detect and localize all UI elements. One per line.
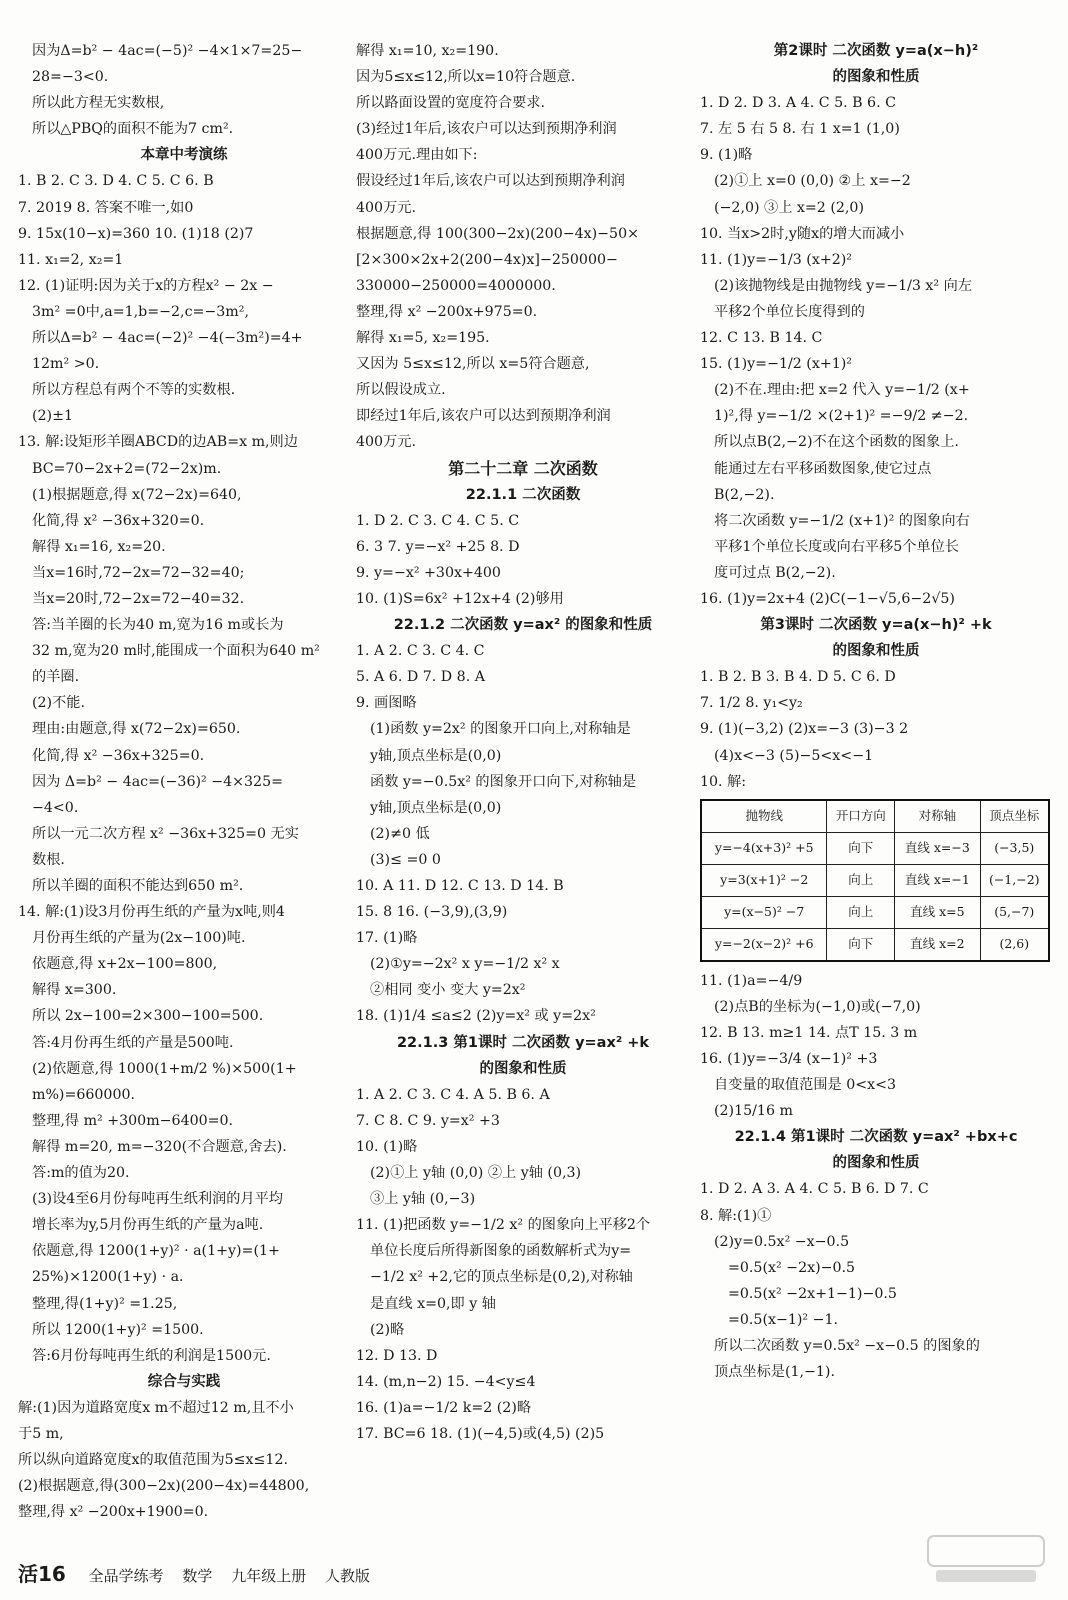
answer-line: 自变量的取值范围是 0<x<3 xyxy=(714,1077,897,1094)
answer-line: 所以一元二次方程 x² −36x+325=0 无实 xyxy=(32,825,299,842)
table-header-cell: 对称轴 xyxy=(895,800,980,833)
answer-line: 1. A 2. C 3. C 4. A 5. B 6. A xyxy=(356,1086,550,1103)
answer-line: 1. A 2. C 3. C 4. C xyxy=(356,643,485,660)
table-cell: 向下 xyxy=(827,832,895,864)
table-row xyxy=(701,864,1049,896)
page-footer xyxy=(18,1558,384,1588)
answer-line: 能通过左右平移函数图象,使它过点 xyxy=(714,460,932,477)
answer-column-2 xyxy=(356,38,690,1447)
answer-line: ③上 y轴 (0,−3) xyxy=(370,1191,476,1208)
table-cell: (5,−7) xyxy=(980,896,1049,928)
answer-line: 28=−3<0. xyxy=(32,69,109,86)
answer-line: m%)=660000. xyxy=(32,1086,136,1103)
answer-line: [2×300×2x+2(200−4x)x]−250000− xyxy=(356,251,618,268)
answer-line: 解得 m=20, m=−320(不合题意,舍去). xyxy=(32,1138,287,1155)
section-heading: 22.1.3 第1课时 二次函数 y=ax² +k xyxy=(396,1034,650,1051)
answer-line: (2)①y=−2x² x y=−1/2 x² x xyxy=(370,956,560,973)
answer-line: 数根. xyxy=(32,851,65,868)
answer-line: 因为 Δ=b² − 4ac=(−36)² −4×325= xyxy=(32,773,283,790)
answer-line: 400万元. xyxy=(356,199,416,216)
answer-line: 12. (1)证明:因为关于x的方程x² − 2x − xyxy=(18,277,274,294)
answer-line: 14. (m,n−2) 15. −4<y≤4 xyxy=(356,1373,536,1390)
section-heading: 的图象和性质 xyxy=(479,1060,567,1077)
answer-line: 13. 解:设矩形羊圈ABCD的边AB=x m,则边 xyxy=(18,434,298,451)
answer-line: 5. A 6. D 7. D 8. A xyxy=(356,669,485,686)
answer-line: 函数 y=−0.5x² 的图象开口向下,对称轴是 xyxy=(370,773,637,790)
answer-line: 又因为 5≤x≤12,所以 x=5符合题意, xyxy=(356,356,590,373)
table-cell: 直线 x=−1 xyxy=(895,864,980,896)
answer-line: 10. (1)略 xyxy=(356,1138,418,1155)
table-cell: y=−2(x−2)² +6 xyxy=(701,928,827,961)
answer-line: 7. C 8. C 9. y=x² +3 xyxy=(356,1112,500,1129)
section-heading: 的图象和性质 xyxy=(832,69,920,86)
table-header-cell: 顶点坐标 xyxy=(980,800,1049,833)
answer-line: 答:6月份每吨再生纸的利润是1500元. xyxy=(32,1347,271,1364)
answer-line: (2)依题意,得 1000(1+m/2 %)×500(1+ xyxy=(32,1060,297,1077)
watermark-logo-icon xyxy=(926,1532,1046,1588)
column-3-bottom xyxy=(700,968,1052,1386)
answer-line: 10. 解: xyxy=(700,773,747,790)
answer-line: 15. (1)y=−1/2 (x+1)² xyxy=(700,356,852,373)
answer-line: (2)不在.理由:把 x=2 代入 y=−1/2 (x+ xyxy=(714,382,970,399)
table-cell: 直线 x=−3 xyxy=(895,832,980,864)
book-title: 全品学练考 xyxy=(88,1567,164,1585)
answer-line: (3)≤ =0 0 xyxy=(370,851,441,868)
answer-line: 根据题意,得 100(300−2x)(200−4x)−50× xyxy=(356,225,639,242)
section-heading: 第二十二章 二次函数 xyxy=(448,458,598,478)
table-cell: 向上 xyxy=(827,896,895,928)
answer-line: 1)²,得 y=−1/2 ×(2+1)² =−9/2 ≠−2. xyxy=(714,408,969,425)
answer-line: 增长率为y,5月份再生纸的产量为a吨. xyxy=(32,1217,264,1234)
answer-line: (2)y=0.5x² −x−0.5 xyxy=(714,1233,850,1250)
section-heading: 22.1.4 第1课时 二次函数 y=ax² +bx+c xyxy=(734,1129,1018,1146)
page-number: 活16 xyxy=(18,1562,66,1586)
answer-line: 所以 2x−100=2×300−100=500. xyxy=(32,1008,264,1025)
table-cell: 直线 x=2 xyxy=(895,928,980,961)
answer-line: 所以方程总有两个不等的实数根. xyxy=(32,382,236,399)
answer-line: (4)x<−3 (5)−5<x<−1 xyxy=(714,747,874,764)
table-header-cell: 抛物线 xyxy=(701,800,827,833)
answer-column-3 xyxy=(700,38,1052,1385)
answer-line: 因为Δ=b² − 4ac=(−5)² −4×1×7=25− xyxy=(32,43,303,59)
answer-line: 是直线 x=0,即 y 轴 xyxy=(370,1295,496,1312)
answer-line: 所以假设成立. xyxy=(356,382,446,399)
answer-line: −4<0. xyxy=(32,799,79,816)
answer-line: 7. 左 5 右 5 8. 右 1 x=1 (1,0) xyxy=(700,121,900,138)
answer-line: 32 m,宽为20 m时,能围成一个面积为640 m² xyxy=(32,643,320,660)
answer-line: 所以羊圈的面积不能达到650 m². xyxy=(32,878,244,894)
answer-line: (1)函数 y=2x² 的图象开口向上,对称轴是 xyxy=(370,721,631,738)
answer-line: 的羊圈. xyxy=(32,669,80,686)
answer-line: (2)点B的坐标为(−1,0)或(−7,0) xyxy=(714,998,921,1015)
table-row xyxy=(701,832,1049,864)
answer-line: (2)≠0 低 xyxy=(370,825,430,842)
answer-line: 答:4月份再生纸的产量是500吨. xyxy=(32,1034,234,1051)
answer-line: 10. (1)S=6x² +12x+4 (2)够用 xyxy=(356,590,564,607)
answer-line: 11. (1)y=−1/3 (x+2)² xyxy=(700,251,852,268)
answer-line: 16. (1)y=2x+4 (2)C(−1−√5,6−2√5) xyxy=(700,590,955,607)
answer-line: 答:当羊圈的长为40 m,宽为16 m或长为 xyxy=(32,617,284,634)
answer-line: 整理,得 m² +300m−6400=0. xyxy=(32,1112,234,1129)
answer-line: 400万元. xyxy=(356,434,416,451)
answer-line: 当x=16时,72−2x=72−32=40; xyxy=(32,564,245,581)
answer-line: (−2,0) ③上 x=2 (2,0) xyxy=(714,199,864,216)
answer-line: −1/2 x² +2,它的顶点坐标是(0,2),对称轴 xyxy=(370,1269,633,1286)
answer-line: (2)略 xyxy=(370,1321,405,1338)
section-heading: 的图象和性质 xyxy=(832,1155,920,1172)
answer-line: 化简,得 x² −36x+320=0. xyxy=(32,512,205,529)
answer-line: 答:m的值为20. xyxy=(32,1165,130,1182)
answer-line: 8. 解:(1)① xyxy=(700,1207,772,1224)
answer-line: 16. (1)y=−3/4 (x−1)² +3 xyxy=(700,1051,878,1067)
answer-line: 17. (1)略 xyxy=(356,930,418,947)
section-heading: 第3课时 二次函数 y=a(x−h)² +k xyxy=(760,617,992,634)
answer-line: (3)设4至6月份每吨再生纸利润的月平均 xyxy=(32,1191,283,1208)
answer-line: 11. x₁=2, x₂=1 xyxy=(18,251,124,268)
answer-line: (2)±1 xyxy=(32,408,74,425)
answer-line: 7. 2019 8. 答案不唯一,如0 xyxy=(18,199,194,216)
answer-line: (3)经过1年后,该农户可以达到预期净利润 xyxy=(356,121,617,138)
table-cell: y=−4(x+3)² +5 xyxy=(701,832,827,864)
answer-line: 16. (1)a=−1/2 k=2 (2)略 xyxy=(356,1399,532,1416)
answer-line: 11. (1)把函数 y=−1/2 x² 的图象向上平移2个 xyxy=(356,1217,651,1234)
answer-line: y轴,顶点坐标是(0,0) xyxy=(370,799,502,816)
table-cell: (2,6) xyxy=(980,928,1049,961)
answer-line: 400万元.理由如下: xyxy=(356,147,478,164)
answer-line: =0.5(x² −2x)−0.5 xyxy=(728,1259,856,1276)
answer-line: =0.5(x² −2x+1−1)−0.5 xyxy=(728,1285,897,1302)
section-heading: 22.1.1 二次函数 xyxy=(465,486,581,503)
table-cell: 直线 x=5 xyxy=(895,896,980,928)
answer-line: 所以纵向道路宽度x的取值范围为5≤x≤12. xyxy=(18,1452,288,1469)
answer-line: 1. D 2. A 3. A 4. C 5. B 6. D 7. C xyxy=(700,1181,929,1198)
answer-line: 依题意,得 1200(1+y)² · a(1+y)=(1+ xyxy=(32,1243,280,1260)
answer-line: 平移2个单位长度得到的 xyxy=(714,303,865,320)
answer-column-1 xyxy=(18,38,350,1525)
answer-line: 依题意,得 x+2x−100=800, xyxy=(32,956,218,973)
answer-line: 9. y=−x² +30x+400 xyxy=(356,564,501,581)
answer-line: 25%)×1200(1+y) · a. xyxy=(32,1269,184,1286)
answer-line: BC=70−2x+2=(72−2x)m. xyxy=(32,460,222,477)
answer-line: (2)该抛物线是由抛物线 y=−1/3 x² 向左 xyxy=(714,277,973,294)
answer-line: 1. D 2. C 3. C 4. C 5. C xyxy=(356,512,520,529)
table-cell: y=(x−5)² −7 xyxy=(701,896,827,928)
answer-line: 330000−250000=4000000. xyxy=(356,277,556,294)
section-heading: 22.1.2 二次函数 y=ax² 的图象和性质 xyxy=(393,617,653,634)
answer-line: 平移1个单位长度或向右平移5个单位长 xyxy=(714,538,960,555)
answer-line: 所以Δ=b² − 4ac=(−2)² −4(−3m²)=4+ xyxy=(32,330,303,347)
answer-line: 12. C 13. B 14. C xyxy=(700,330,823,347)
answer-line: 9. 画图略 xyxy=(356,695,417,712)
answer-line: 因为5≤x≤12,所以x=10符合题意. xyxy=(356,69,576,86)
answer-line: 所以△PBQ的面积不能为7 cm². xyxy=(32,121,234,138)
answer-line: (1)根据题意,得 x(72−2x)=640, xyxy=(32,486,242,503)
answer-line: 所以二次函数 y=0.5x² −x−0.5 的图象的 xyxy=(714,1338,980,1355)
answer-line: 3m² =0中,a=1,b=−2,c=−3m², xyxy=(32,303,249,320)
table-cell: 向上 xyxy=(827,864,895,896)
answer-line: 1. B 2. C 3. D 4. C 5. C 6. B xyxy=(18,173,214,190)
answer-line: 17. BC=6 18. (1)(−4,5)或(4,5) (2)5 xyxy=(356,1425,605,1442)
answer-line: 单位长度后所得新图象的函数解析式为y= xyxy=(370,1243,632,1260)
answer-line: 9. 15x(10−x)=360 10. (1)18 (2)7 xyxy=(18,225,254,242)
answer-line: 7. 1/2 8. y₁<y₂ xyxy=(700,695,803,712)
table-header-cell: 开口方向 xyxy=(827,800,895,833)
answer-line: 度可过点 B(2,−2). xyxy=(714,564,836,581)
table-row xyxy=(701,928,1049,961)
answer-line: 解得 x₁=10, x₂=190. xyxy=(356,43,499,59)
table-cell: y=3(x+1)² −2 xyxy=(701,864,827,896)
answer-line: 顶点坐标是(1,−1). xyxy=(714,1364,835,1381)
answer-line: 15. 8 16. (−3,9),(3,9) xyxy=(356,904,508,921)
answer-line: 14. 解:(1)设3月份再生纸的产量为x吨,则4 xyxy=(18,904,285,921)
answer-line: (2)①上 x=0 (0,0) ②上 x=−2 xyxy=(714,173,911,190)
subject: 数学 xyxy=(182,1567,213,1585)
answer-line: 即经过1年后,该农户可以达到预期净利润 xyxy=(356,408,611,425)
answer-line: 所以点B(2,−2)不在这个函数的图象上. xyxy=(714,434,959,451)
table-header-row xyxy=(701,800,1049,833)
answer-line: (2)不能. xyxy=(32,695,85,712)
answer-line: 于5 m, xyxy=(18,1425,64,1442)
answer-line: 整理,得 x² −200x+975=0. xyxy=(356,303,538,320)
answer-line: 1. D 2. D 3. A 4. C 5. B 6. C xyxy=(700,95,896,112)
table-row xyxy=(701,896,1049,928)
section-heading: 本章中考演练 xyxy=(140,147,228,164)
answer-line: y轴,顶点坐标是(0,0) xyxy=(370,747,502,764)
answer-line: 化简,得 x² −36x+325=0. xyxy=(32,747,205,764)
answer-line: 解得 x₁=5, x₂=195. xyxy=(356,330,490,347)
answer-line: 所以 1200(1+y)² =1500. xyxy=(32,1321,204,1338)
answer-line: 10. 当x>2时,y随x的增大而减小 xyxy=(700,225,905,242)
answer-line: (2)15/16 m xyxy=(714,1103,793,1120)
answer-line: 整理,得(1+y)² =1.25, xyxy=(32,1295,178,1312)
answer-line: 将二次函数 y=−1/2 (x+1)² 的图象向右 xyxy=(714,512,970,529)
table-cell: (−1,−2) xyxy=(980,864,1049,896)
section-heading: 的图象和性质 xyxy=(832,643,920,660)
answer-line: 6. 3 7. y=−x² +25 8. D xyxy=(356,538,520,555)
answer-line: 所以此方程无实数根, xyxy=(32,95,165,112)
column-3-top xyxy=(700,38,1052,795)
answer-line: 1. B 2. B 3. B 4. D 5. C 6. D xyxy=(700,669,896,686)
section-heading: 第2课时 二次函数 y=a(x−h)² xyxy=(773,43,979,59)
answer-line: 月份再生纸的产量为(2x−100)吨. xyxy=(32,930,246,947)
answer-line: =0.5(x−1)² −1. xyxy=(728,1311,839,1328)
answer-line: 9. (1)(−3,2) (2)x=−3 (3)−3 2 xyxy=(700,721,909,738)
answer-line: 解:(1)因为道路宽度x m不超过12 m,且不小 xyxy=(18,1399,294,1416)
answer-line: 9. (1)略 xyxy=(700,147,753,164)
answer-line: B(2,−2). xyxy=(714,486,775,503)
answer-line: 12. D 13. D xyxy=(356,1347,438,1364)
answer-line: ②相同 变小 变大 y=2x² xyxy=(370,982,526,999)
answer-line: 11. (1)a=−4/9 xyxy=(700,972,803,989)
answer-line: 10. A 11. D 12. C 13. D 14. B xyxy=(356,878,564,894)
grade: 九年级上册 xyxy=(231,1567,307,1585)
answer-line: (2)根据题意,得(300−2x)(200−4x)=44800, xyxy=(18,1478,310,1495)
answer-line: 解得 x=300. xyxy=(32,982,117,999)
section-heading: 综合与实践 xyxy=(147,1373,221,1390)
answer-line: 12. B 13. m≥1 14. 点T 15. 3 m xyxy=(700,1024,918,1041)
answer-line: 12m² >0. xyxy=(32,356,100,373)
parabola-table xyxy=(700,799,1050,962)
edition: 人教版 xyxy=(325,1567,371,1585)
answer-line: 所以路面设置的宽度符合要求. xyxy=(356,95,545,112)
answer-line: 理由:由题意,得 x(72−2x)=650. xyxy=(32,721,241,738)
answer-line: 解得 x₁=16, x₂=20. xyxy=(32,538,166,555)
table-cell: (−3,5) xyxy=(980,832,1049,864)
table-cell: 向下 xyxy=(827,928,895,961)
answer-line: 假设经过1年后,该农户可以达到预期净利润 xyxy=(356,173,625,190)
answer-line: 整理,得 x² −200x+1900=0. xyxy=(18,1504,209,1521)
answer-line: (2)①上 y轴 (0,0) ②上 y轴 (0,3) xyxy=(370,1165,582,1182)
answer-line: 当x=20时,72−2x=72−40=32. xyxy=(32,590,245,607)
answer-line: 18. (1)1/4 ≤a≤2 (2)y=x² 或 y=2x² xyxy=(356,1008,596,1025)
